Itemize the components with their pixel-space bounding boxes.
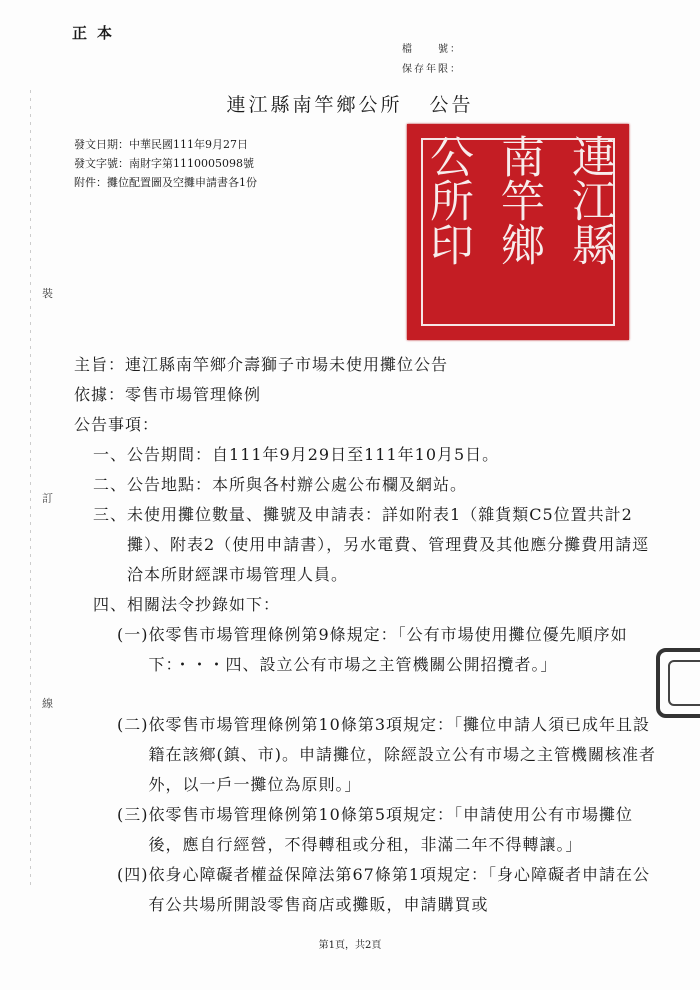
item-number: 二、 <box>93 475 128 494</box>
citation-text: 依零售市場管理條例第9條規定：「公有市場使用攤位優先順序如下：・・・四、設立公有市場之主管機關公開招攬者。」 <box>148 625 628 674</box>
attachment-value: 攤位配置圖及空攤申請書各1份 <box>107 176 257 189</box>
law-citation <box>117 620 667 680</box>
item-text: 相關法令抄錄如下： <box>127 595 281 614</box>
list-item <box>93 470 663 500</box>
document-title <box>0 90 700 117</box>
attachment-line <box>74 174 257 190</box>
document-number: 南財字第1110005098號 <box>129 157 254 170</box>
item-text: 公告期間：自111年9月29日至111年10月5日。 <box>127 445 500 464</box>
subject-label: 主旨： <box>74 355 126 374</box>
issue-date-line <box>74 136 248 152</box>
issue-date-label: 發文日期： <box>74 138 129 151</box>
basis-label: 依據： <box>74 385 126 404</box>
law-citation <box>117 860 667 920</box>
official-seal <box>407 124 629 340</box>
binding-mark-zhuang: 裝 <box>42 287 53 300</box>
citation-text: 依零售市場管理條例第10條第5項規定：「申請使用公有市場攤位後，應自行經營，不得轉租或分租，非滿二年不得轉讓。」 <box>148 805 634 854</box>
item-number: 四、 <box>93 595 128 614</box>
citation-number: (四) <box>117 865 149 884</box>
item-text: 未使用攤位數量、攤號及申請表：詳如附表1（雜貨類C5位置共計2攤）、附表2（使用申請書），另水電費、管理費及其他應分攤費用請逕洽本所財經課市場管理人員。 <box>127 505 650 584</box>
attachment-label: 附件： <box>74 176 107 189</box>
copy-mark: 正本 <box>72 24 123 42</box>
citation-number: (一) <box>117 625 149 644</box>
subject-line <box>74 350 448 380</box>
item-number: 三、 <box>93 505 128 524</box>
issuing-organization: 連江縣南竿鄉公所 <box>226 94 403 116</box>
retention-period-label: 保存年限： <box>402 64 462 75</box>
citation-text: 依身心障礙者權益保障法第67條第1項規定：「身心障礙者申請在公有公共場所開設零售商店或攤販，申請購買或 <box>148 865 651 914</box>
seal-column-3: 公所印 <box>422 134 473 266</box>
law-citation <box>117 710 667 800</box>
list-item <box>93 590 663 620</box>
subject-text: 連江縣南竿鄉介壽獅子市場未使用攤位公告 <box>125 355 449 374</box>
archive-number-label: 檔 號： <box>402 44 462 55</box>
citation-number: (二) <box>117 715 149 734</box>
issue-date: 中華民國111年9月27日 <box>129 138 248 151</box>
seal-column-2: 南竿鄉 <box>493 134 544 266</box>
document-number-line <box>74 155 254 171</box>
citation-text: 依零售市場管理條例第10條第3項規定：「攤位申請人須已成年且設籍在該鄉(鎮、市)。申請攤位，除經設立公有市場之主管機關核准者外，以一戶一攤位為原則。」 <box>148 715 656 794</box>
binding-line <box>30 90 31 890</box>
document-type: 公告 <box>429 94 474 116</box>
citation-number: (三) <box>117 805 149 824</box>
items-heading: 公告事項： <box>74 415 160 434</box>
page-number: 第1頁，共2頁 <box>318 940 382 951</box>
document-number-label: 發文字號： <box>74 157 129 170</box>
seal-text <box>422 134 615 330</box>
basis-text: 零售市場管理條例 <box>125 385 262 404</box>
list-item <box>93 440 663 470</box>
basis-line <box>74 380 261 410</box>
seal-column-1: 連江縣 <box>564 134 615 266</box>
item-text: 公告地點：本所與各村辦公處公布欄及網站。 <box>127 475 468 494</box>
binding-mark-xian: 線 <box>42 697 53 710</box>
item-number: 一、 <box>93 445 128 464</box>
list-item <box>93 500 663 590</box>
law-citation <box>117 800 667 860</box>
binding-mark-ding: 訂 <box>42 492 53 505</box>
